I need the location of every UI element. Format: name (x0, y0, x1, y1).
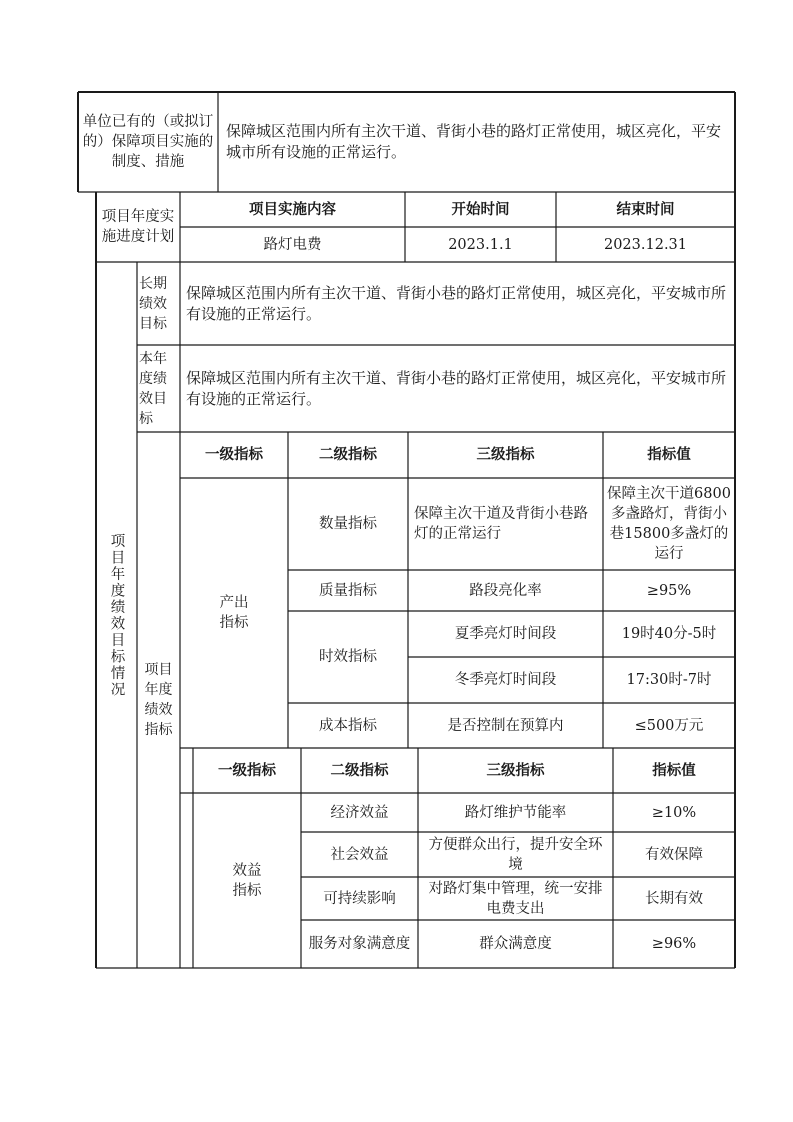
winter-l3: 冬季亮灯时间段 (454, 672, 557, 688)
sustain-l3: 对路灯集中管理，统一安排电费支出 (428, 880, 603, 917)
social-l2: 社会效益 (330, 846, 389, 863)
measures-label (78, 92, 218, 192)
sustain-l2: 可持续影响 (323, 890, 396, 907)
goals-section-label-text: 项目年度绩效目标情况 (108, 532, 125, 698)
schedule-end: 2023.12.31 (603, 236, 688, 253)
schedule-start: 2023.1.1 (448, 236, 513, 253)
quality-value: ≥95% (646, 582, 692, 599)
annual-label-text: 本年度绩效目标 (139, 350, 167, 427)
ind-header2-l2: 二级指标 (330, 761, 389, 779)
ind-header-l3: 三级指标 (476, 446, 535, 463)
schedule-label-text: 项目年度实施进度计划 (101, 209, 175, 245)
ind-header-l1: 一级指标 (205, 446, 263, 463)
schedule-content: 路灯电费 (263, 236, 322, 253)
measures-text-content: 保障城区范围内所有主次干道、背街小巷的路灯正常使用，城区亮化，平安城市所有设施的正常运行。 (226, 122, 722, 161)
quality-l2: 质量指标 (319, 582, 377, 599)
social-l3: 方便群众出行，提升安全环境 (428, 836, 603, 873)
summer-value: 19时40分-5时 (621, 626, 717, 642)
satisfaction-l2: 服务对象满意度 (308, 936, 411, 952)
ind-header2-l3: 三级指标 (486, 761, 545, 779)
annual-label (137, 345, 180, 432)
quality-l3: 路段亮化率 (469, 582, 542, 599)
annual-text-content: 保障城区范围内所有主次干道、背街小巷的路灯正常使用，城区亮化，平安城市所有设施的正常运行。 (186, 368, 727, 408)
measures-label-text: 单位已有的（或拟订的）保障项目实施的制度、措施 (82, 114, 214, 170)
economic-value: ≥10% (651, 804, 697, 821)
indicator-label-text: 项目年度绩效指标 (144, 662, 173, 738)
quantity-l3: 保障主次干道及背街小巷路灯的正常运行 (414, 506, 588, 542)
social-value: 有效保障 (645, 846, 703, 863)
measures-text (218, 92, 735, 192)
ind-header-value: 指标值 (647, 446, 691, 463)
annual-text (180, 345, 735, 432)
schedule-header-end: 结束时间 (616, 200, 675, 218)
schedule-label (96, 192, 180, 262)
cost-l3: 是否控制在预算内 (447, 717, 564, 734)
timeliness-l2: 时效指标 (319, 649, 377, 665)
long-term-label (137, 262, 180, 345)
winter-value: 17:30时-7时 (626, 672, 712, 688)
quantity-value: 保障主次干道6800多盏路灯，背街小巷15800多盏灯的运行 (607, 486, 731, 562)
long-term-text-content: 保障城区范围内所有主次干道、背街小巷的路灯正常使用，城区亮化，平安城市所有设施的正常运行。 (186, 283, 727, 323)
long-term-text (180, 262, 735, 345)
economic-l2: 经济效益 (330, 804, 389, 821)
benefit-label-text: 效益指标 (232, 862, 262, 899)
satisfaction-l3: 群众满意度 (479, 936, 552, 952)
indicator-label (137, 432, 180, 968)
economic-l3: 路灯维护节能率 (464, 804, 567, 821)
cost-l2: 成本指标 (319, 717, 377, 734)
ind-header2-l1: 一级指标 (218, 761, 276, 779)
output-label-text: 产出指标 (219, 595, 249, 631)
sustain-value: 长期有效 (645, 890, 703, 907)
ind-header2-value: 指标值 (652, 761, 696, 779)
schedule-header-content: 项目实施内容 (249, 200, 336, 218)
ind-header-l2: 二级指标 (319, 446, 377, 463)
schedule-header-start: 开始时间 (451, 200, 510, 218)
benefit-label (193, 793, 301, 968)
quantity-l2: 数量指标 (319, 516, 377, 532)
goals-section-label (96, 262, 137, 968)
long-term-label-text: 长期绩效目标 (139, 275, 167, 332)
cost-value: ≤500万元 (634, 717, 704, 734)
summer-l3: 夏季亮灯时间段 (454, 626, 557, 642)
output-label (180, 478, 288, 748)
satisfaction-value: ≥96% (651, 936, 697, 952)
